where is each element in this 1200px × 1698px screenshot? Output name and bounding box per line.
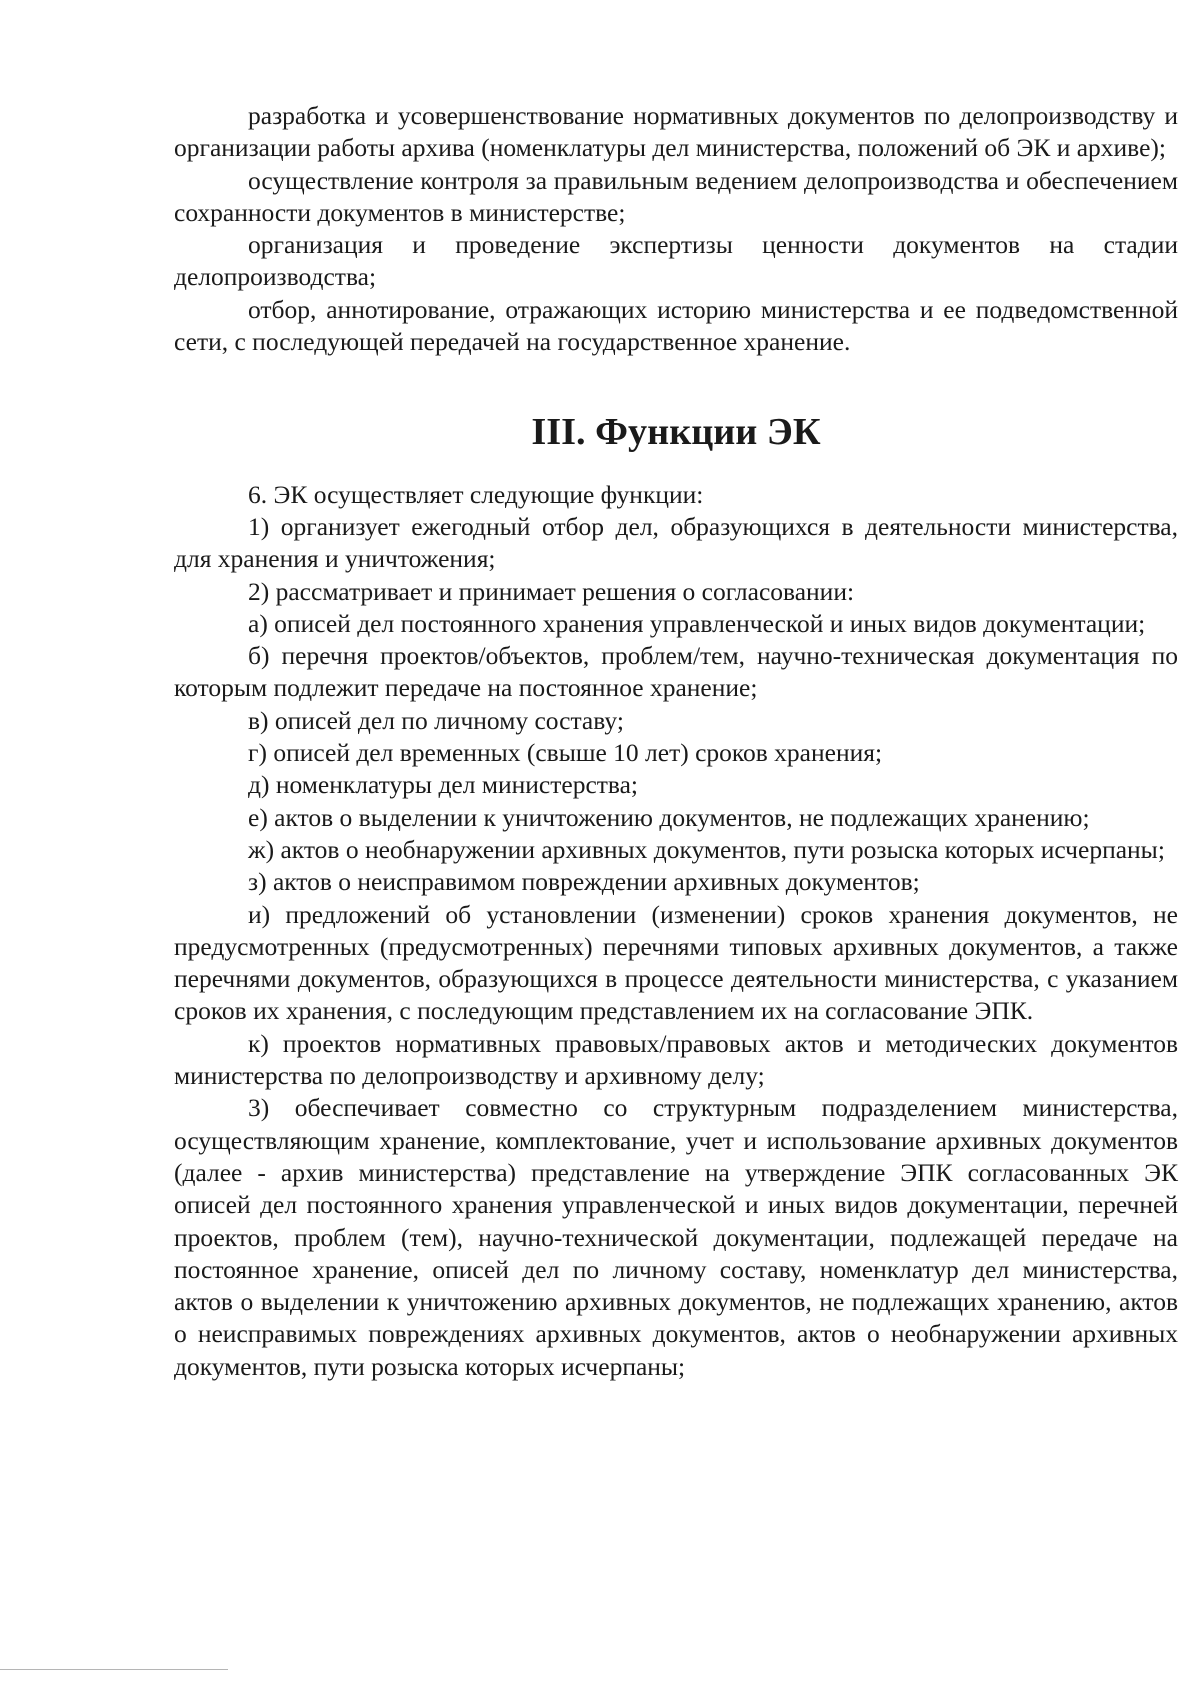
sub-list-item: г) описей дел временных (свыше 10 лет) сроков хранения; (248, 738, 883, 768)
list-item: 2) рассматривает и принимает решения о согласовании: (248, 576, 855, 606)
page-edge-line (0, 1669, 228, 1670)
paragraph: 6. ЭК осуществляет следующие функции: (248, 479, 704, 509)
sub-list-item: ж) актов о необнаружении архивных документов, пути розыска которых исчерпаны; (248, 834, 1165, 864)
list-item: 3) обеспечивает совместно со структурным подразделением министерства, осуществляющим хранение, комплектование, учет и использование архивных документов (далее - архив министерства) представление на утверждение ЭПК согласованных ЭК описей дел постоянного хранения управленческой и иных видов документации, перечней проектов, проблем (тем), научно-технической документации, подлежащей передаче на постоянное хранение, описей дел по личному составу, номенклатур дел министерства, актов о выделении к уничтожению архивных документов, не подлежащих хранению, актов о неисправимых повреждениях архивных документов, актов о необнаружении архивных документов, пути розыска которых исчерпаны; (174, 1093, 1178, 1381)
functions-section (174, 479, 1178, 1383)
sub-list-item: д) номенклатуры дел министерства; (248, 770, 639, 800)
sub-list-item: б) перечня проектов/объектов, проблем/тем, научно-техническая документация по которым подлежит передаче на постоянное хранение; (174, 641, 1178, 703)
paragraph: отбор, аннотирование, отражающих историю министерства и ее подведомственной сети, с последующей передачей на государственное хранение. (174, 294, 1178, 357)
sub-list-item: к) проектов нормативных правовых/правовых актов и методических документов министерства по делопроизводству и архивному делу; (174, 1028, 1178, 1091)
list-item: 1) организует ежегодный отбор дел, образующихся в деятельности министерства, для хранения и уничтожения; (174, 511, 1178, 574)
paragraph: разработка и усовершенствование нормативных документов по делопроизводству и организации работы архива (номенклатуры дел министерства, положений об ЭК и архиве); (174, 101, 1178, 163)
paragraph: организация и проведение экспертизы ценности документов на стадии делопроизводства; (174, 230, 1178, 292)
section-heading: III. Функции ЭК (531, 411, 821, 454)
intro-section (174, 100, 1178, 358)
sub-list-item: з) актов о неисправимом повреждении архивных документов; (248, 867, 920, 897)
sub-list-item: в) описей дел по личному составу; (248, 705, 624, 735)
document-page (174, 100, 1178, 1383)
sub-list-item: и) предложений об установлении (изменении) сроков хранения документов, не предусмотренных (предусмотренных) перечнями типовых архивных документов, а также перечнями документов, образующихся в процессе деятельности министерства, с указанием сроков их хранения, с последующим представлением их на согласование ЭПК. (174, 899, 1178, 1026)
sub-list-item: е) актов о выделении к уничтожению документов, не подлежащих хранению; (248, 802, 1090, 832)
paragraph: осуществление контроля за правильным ведением делопроизводства и обеспечением сохранности документов в министерстве; (174, 165, 1178, 227)
sub-list-item: а) описей дел постоянного хранения управленческой и иных видов документации; (248, 608, 1146, 638)
